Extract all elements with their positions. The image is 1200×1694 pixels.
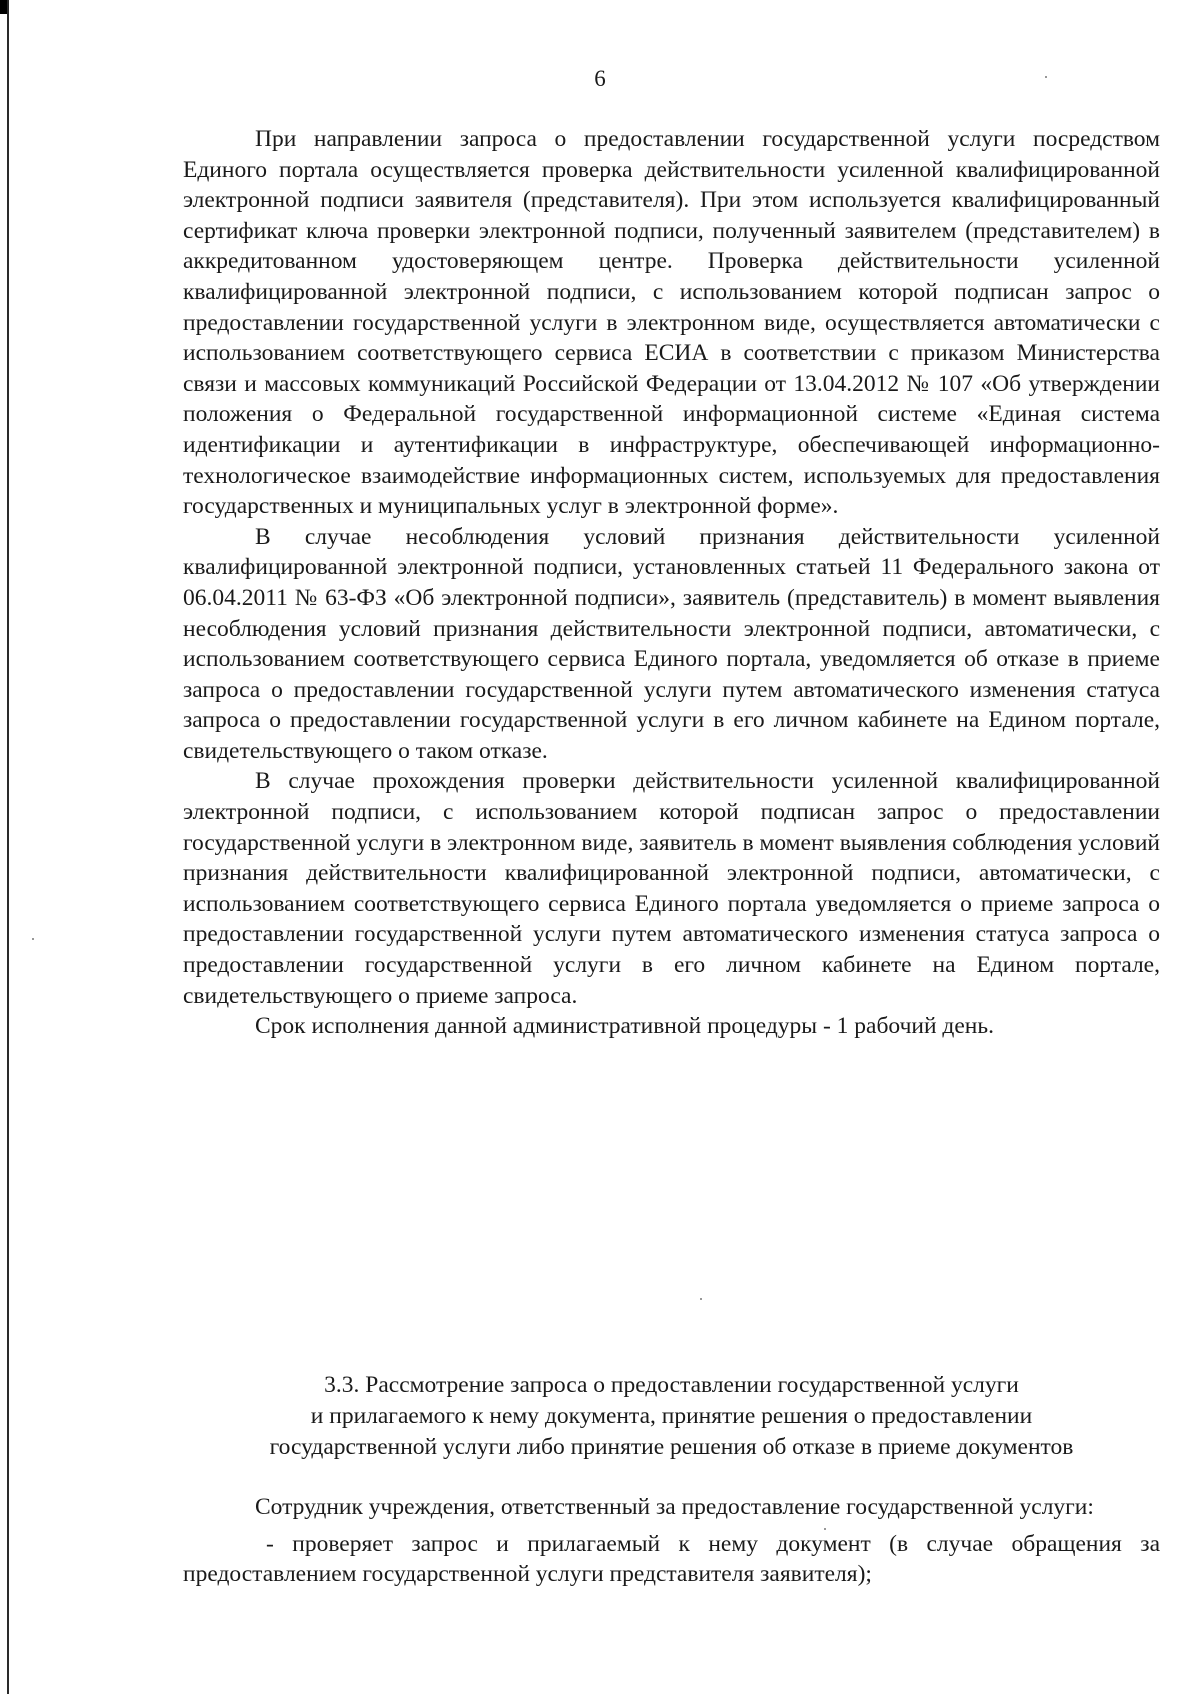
scan-noise [32,938,34,940]
scan-noise [824,1528,826,1530]
section-heading-line: и прилагаемого к нему документа, принятие решения о предоставлении [310,1403,1033,1429]
paragraph: Срок исполнения данной административной процедуры - 1 рабочий день. [255,1013,994,1040]
paragraph: В случае прохождения проверки действительности усиленной квалифицированной электронной подписи, с использованием которой подписан запрос о предоставлении государственной услуги в электронном виде, заявитель в момент выявления соблюдения условий признания действительности квалифицированной электронной подписи, автоматически, с использованием соответствующего сервиса Единого портала уведомляется о приеме запроса о предоставлении государственной услуги путем автоматического изменения статуса запроса о предоставлении государственной услуги в его личном кабинете на Едином портале, свидетельствующего о приеме запроса. [183,768,1160,1009]
section-heading-line: 3.3. Рассмотрение запроса о предоставлении государственной услуги [324,1372,1019,1398]
paragraph: В случае несоблюдения условий признания действительности усиленной квалифицированной электронной подписи, установленных статьей 11 Федерального закона от 06.04.2011 № 63-ФЗ «Об электронной подписи», заявитель (представитель) в момент выявления несоблюдения условий признания действительности электронной подписи, автоматически, с использованием соответствующего сервиса Единого портала, уведомляется об отказе в приеме запроса о предоставлении государственной услуги путем автоматического изменения статуса запроса о предоставлении государственной услуги в его личном кабинете на Едином портале, свидетельствующего о таком отказе. [183,523,1160,764]
page-number: 6 [594,66,606,91]
section-body-text [183,1492,1160,1590]
body-text [183,124,1160,1042]
section-heading-line: государственной услуги либо принятие решения об отказе в приеме документов [269,1434,1074,1460]
scan-noise [700,1298,702,1300]
list-item: - проверяет запрос и прилагаемый к нему документ (в случае обращения за предоставлением государственной услуги представителя заявителя); [183,1530,1160,1588]
scan-edge-line [7,0,9,1694]
paragraph: Сотрудник учреждения, ответственный за предоставление государственной услуги: [255,1494,1094,1520]
paragraph: При направлении запроса о предоставлении государственной услуги посредством Единого портала осуществляется проверка действительности усиленной квалифицированной электронной подписи заявителя (представителя). При этом используется квалифицированный сертификат ключа проверки электронной подписи, полученный заявителем (представителем) в аккредитованном удостоверяющем центре. Проверка действительности усиленной квалифицированной электронной подписи, с использованием которой подписан запрос о предоставлении государственной услуги в электронном виде, осуществляется автоматически с использованием соответствующего сервиса ЕСИА в соответствии с приказом Министерства связи и массовых коммуникаций Российской Федерации от 13.04.2012 № 107 «Об утверждении положения о Федеральной государственной информационной системе «Единая система идентификации и аутентификации в инфраструктуре, обеспечивающей информационно-технологическое взаимодействие информационных систем, используемых для предоставления государственных и муниципальных услуг в электронной форме». [183,126,1160,520]
section-heading [183,1370,1160,1463]
scan-noise [1045,76,1047,78]
